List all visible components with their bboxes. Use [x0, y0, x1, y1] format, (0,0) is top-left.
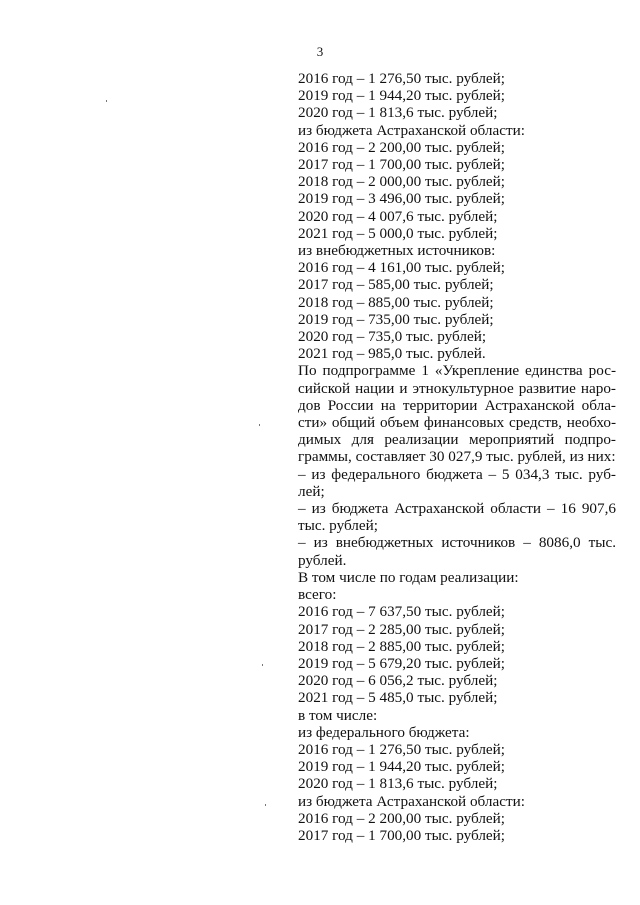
scan-speck — [106, 100, 107, 102]
text-line: 2018 год – 885,00 тыс. рублей; — [298, 293, 494, 311]
text-line: 2018 год – 2 000,00 тыс. рублей; — [298, 173, 506, 191]
paragraph-line: рублей. — [298, 551, 347, 569]
funding-list-bottom — [298, 569, 616, 844]
section-heading: из бюджета Астраханской области: — [298, 792, 525, 810]
section-heading: В том числе по годам реализации: — [298, 568, 519, 586]
paragraph-line: тыс. рублей; — [298, 517, 378, 535]
text-line: 2021 год – 985,0 тыс. рублей. — [298, 345, 486, 363]
section-heading: из федерального бюджета: — [298, 723, 470, 741]
text-line: 2017 год – 1 700,00 тыс. рублей; — [298, 156, 506, 174]
text-line: 2017 год – 2 285,00 тыс. рублей; — [298, 620, 506, 638]
text-line: 2018 год – 2 885,00 тыс. рублей; — [298, 637, 506, 655]
scan-speck — [265, 804, 266, 806]
paragraph-line: По подпрограмме 1 «Укрепление единства рос- — [298, 362, 616, 380]
paragraph-line: – из бюджета Астраханской области – 16 907,6 — [298, 500, 616, 518]
section-heading: в том числе: — [298, 706, 378, 724]
text-line: 2017 год – 1 700,00 тыс. рублей; — [298, 826, 506, 844]
paragraph-line: лей; — [298, 482, 325, 500]
subprogram-paragraph — [298, 362, 616, 568]
text-line: 2021 год – 5 000,0 тыс. рублей; — [298, 224, 498, 242]
section-heading: всего: — [298, 586, 337, 604]
text-line: 2016 год – 4 161,00 тыс. рублей; — [298, 259, 506, 277]
text-line: 2016 год – 1 276,50 тыс. рублей; — [298, 70, 506, 87]
scan-speck — [259, 424, 260, 426]
section-heading: из внебюджетных источников: — [298, 242, 496, 260]
text-line: 2020 год – 1 813,6 тыс. рублей; — [298, 104, 498, 122]
text-line: 2019 год – 1 944,20 тыс. рублей; — [298, 87, 506, 105]
text-line: 2019 год – 735,00 тыс. рублей; — [298, 310, 494, 328]
paragraph-line: граммы, составляет 30 027,9 тыс. рублей, из них: — [298, 448, 616, 466]
text-line: 2020 год – 4 007,6 тыс. рублей; — [298, 207, 498, 225]
text-line: 2021 год – 5 485,0 тыс. рублей; — [298, 689, 498, 707]
paragraph-line: сийской нации и этнокультурное развитие наро- — [298, 379, 616, 397]
body-text — [298, 70, 616, 844]
text-line: 2016 год – 2 200,00 тыс. рублей; — [298, 809, 506, 827]
funding-list-top — [298, 70, 616, 362]
paragraph-line: дов России на территории Астраханской обла- — [298, 396, 616, 414]
paragraph-line: – из внебюджетных источников – 8086,0 тыс. — [298, 534, 616, 552]
page-number: 3 — [316, 44, 324, 59]
text-line: 2020 год – 735,0 тыс. рублей; — [298, 328, 487, 346]
text-line: 2016 год – 2 200,00 тыс. рублей; — [298, 138, 506, 156]
paragraph-line: сти» общий объем финансовых средств, необхо- — [298, 414, 616, 432]
text-line: 2019 год – 1 944,20 тыс. рублей; — [298, 758, 506, 776]
text-line: 2020 год – 6 056,2 тыс. рублей; — [298, 672, 498, 690]
paragraph-line: – из федерального бюджета – 5 034,3 тыс. руб- — [298, 465, 616, 483]
scan-speck — [262, 664, 263, 666]
text-line: 2019 год – 5 679,20 тыс. рублей; — [298, 654, 506, 672]
text-line: 2020 год – 1 813,6 тыс. рублей; — [298, 775, 498, 793]
section-heading: из бюджета Астраханской области: — [298, 121, 525, 139]
text-line: 2017 год – 585,00 тыс. рублей; — [298, 276, 494, 294]
text-line: 2016 год – 7 637,50 тыс. рублей; — [298, 603, 506, 621]
text-line: 2019 год – 3 496,00 тыс. рублей; — [298, 190, 506, 208]
text-line: 2016 год – 1 276,50 тыс. рублей; — [298, 740, 506, 758]
paragraph-line: димых для реализации мероприятий подпро- — [298, 431, 616, 449]
